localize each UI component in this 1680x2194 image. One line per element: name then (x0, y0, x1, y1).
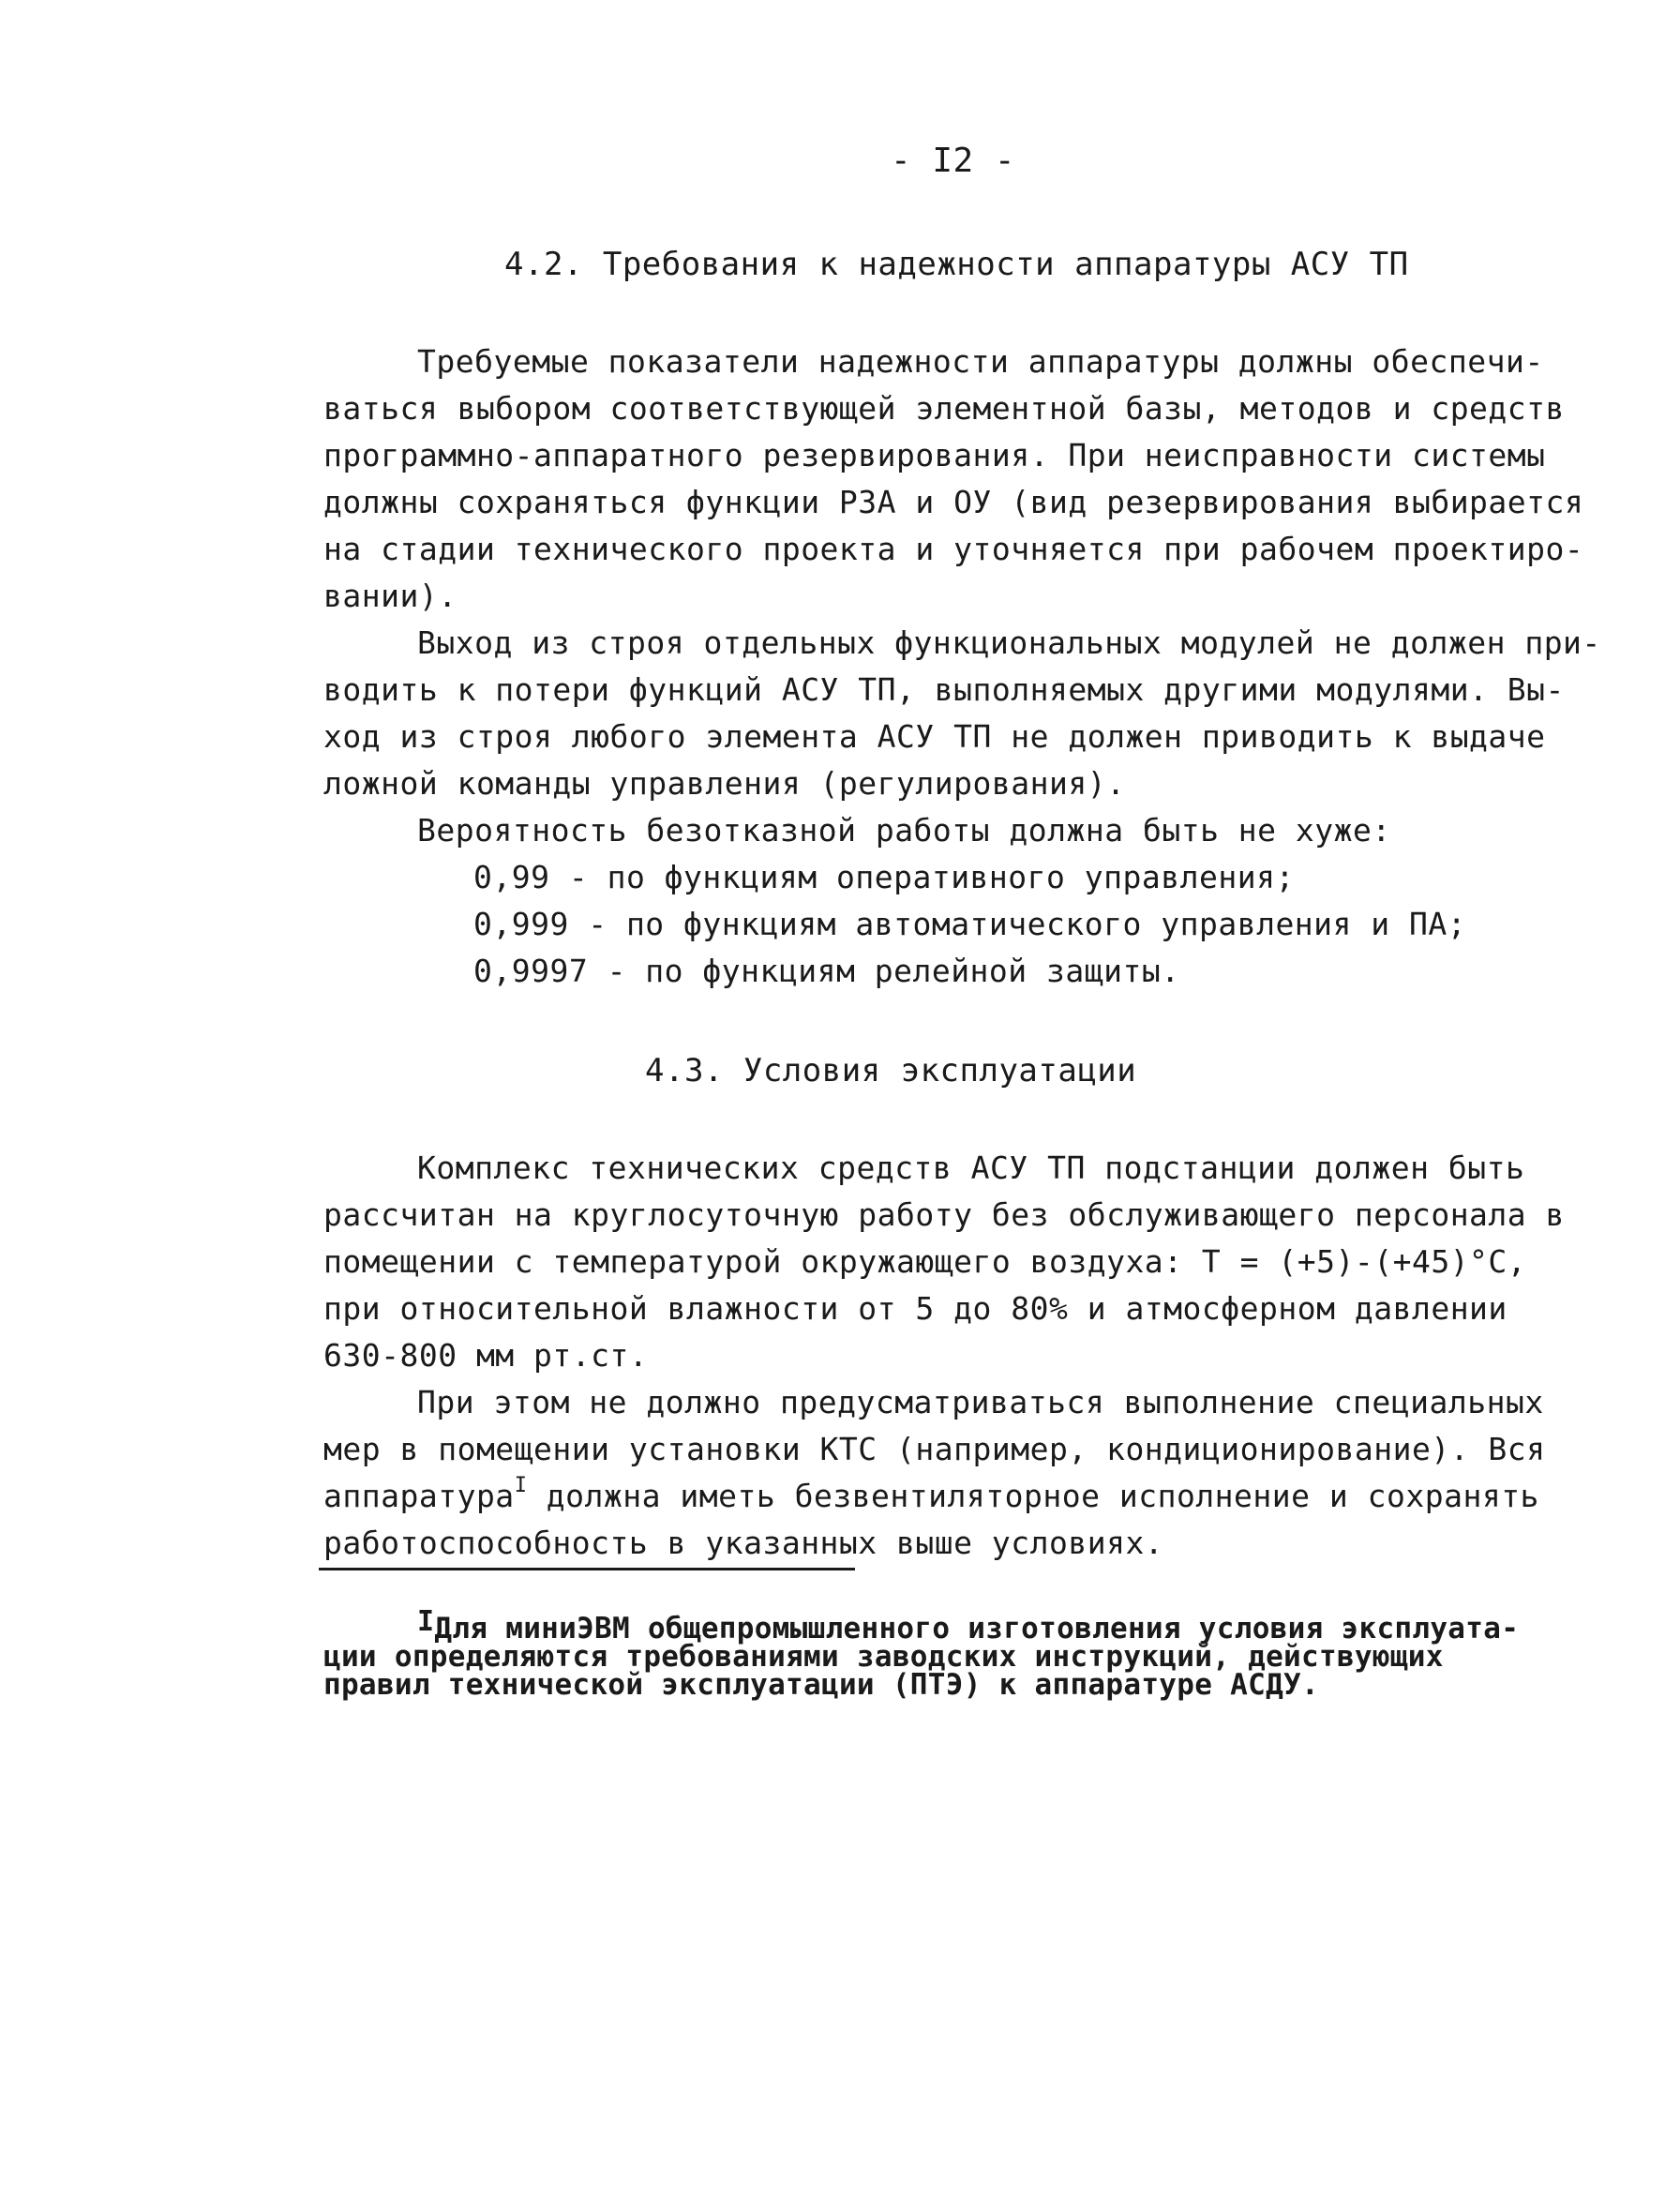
paragraph-line: Требуемые показатели надежности аппаратуры должны обеспечи- (417, 343, 1544, 380)
paragraph-line: ваться выбором соответствующей элементной базы, методов и средств (323, 390, 1565, 427)
paragraph-line: программно-аппаратного резервирования. При неисправности системы (323, 437, 1546, 473)
footnote-reference-marker: I (514, 1474, 528, 1497)
footnote-line: правил технической эксплуатации (ПТЭ) к аппаратуре АСДУ. (323, 1668, 1319, 1702)
section-heading-4-2: 4.2. Требования к надежности аппаратуры АСУ ТП (504, 246, 1409, 283)
paragraph-text: должна иметь безвентиляторное исполнение и сохранять (527, 1478, 1539, 1514)
paragraph-line: помещении с температурой окружающего воздуха: Т = (+5)-(+45)°С, (323, 1243, 1527, 1280)
reliability-item: 0,9997 - по функциям релейной защиты. (473, 953, 1180, 989)
paragraph-line: Выход из строя отдельных функциональных модулей не должен при- (417, 624, 1601, 661)
page-number: - I2 - (891, 142, 1016, 180)
paragraph-line: водить к потери функций АСУ ТП, выполняемых другими модулями. Вы- (323, 671, 1565, 708)
paragraph-line: ложной команды управления (регулирования). (323, 765, 1126, 802)
footnote-line: ции определяются требованиями заводских инструкций, действующих (323, 1640, 1444, 1674)
reliability-intro: Вероятность безотказной работы должна быть не хуже: (417, 812, 1391, 849)
paragraph-line: должны сохраняться функции РЗА и ОУ (вид резервирования выбирается (323, 484, 1584, 520)
footnote-marker: I (417, 1605, 435, 1638)
paragraph-line: вании). (323, 578, 458, 614)
paragraph-line: При этом не должно предусматриваться выполнение специальных (417, 1384, 1544, 1420)
paragraph-line: рассчитан на круглосуточную работу без обслуживающего персонала в (323, 1196, 1565, 1233)
paragraph-line: мер в помещении установки КТС (например, кондиционирование). Вся (323, 1431, 1546, 1467)
paragraph-line: 630-800 мм рт.ст. (323, 1337, 649, 1374)
paragraph-line: на стадии технического проекта и уточняется при рабочем проектиро- (323, 531, 1584, 567)
reliability-item: 0,99 - по функциям оперативного управления; (473, 859, 1295, 895)
footnote-text: Для миниЭВМ общепромышленного изготовления условия эксплуата- (434, 1612, 1520, 1646)
section-heading-4-3: 4.3. Условия эксплуатации (645, 1052, 1137, 1089)
paragraph-line: при относительной влажности от 5 до 80% и атмосферном давлении (323, 1290, 1508, 1327)
paragraph-line-with-footnote-ref (323, 1474, 1539, 1520)
reliability-item: 0,999 - по функциям автоматического управления и ПА; (473, 906, 1467, 942)
paragraph-line: работоспособность в указанных выше условиях. (323, 1525, 1164, 1561)
paragraph-line: ход из строя любого элемента АСУ ТП не должен приводить к выдаче (323, 718, 1546, 755)
footnote-divider (319, 1568, 855, 1570)
paragraph-text: аппаратура (323, 1478, 515, 1514)
paragraph-line: Комплекс технических средств АСУ ТП подстанции должен быть (417, 1150, 1525, 1186)
